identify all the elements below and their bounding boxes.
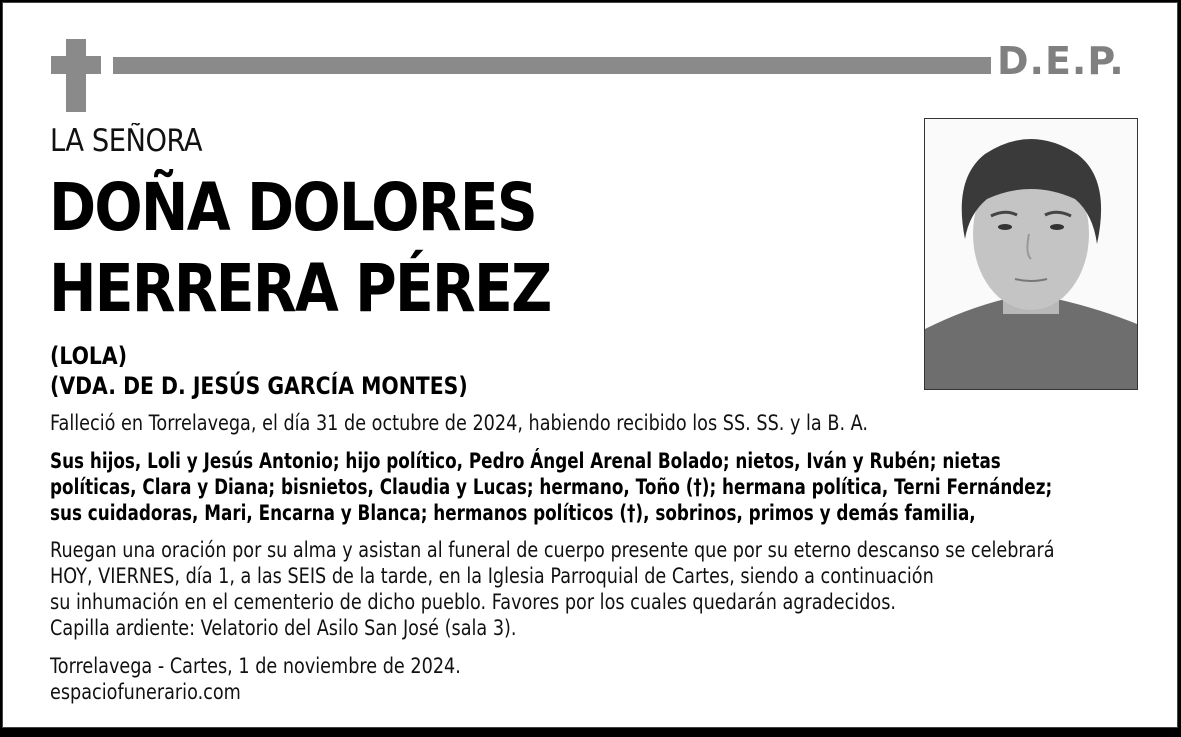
header-rule (113, 57, 991, 74)
cross-icon (66, 39, 86, 112)
portrait-photo (924, 118, 1138, 390)
deceased-name-line2: HERRERA PÉREZ (49, 250, 551, 327)
obituary-card (2, 2, 1178, 728)
bottom-border (0, 729, 1181, 737)
funeral-line: HOY, VIERNES, día 1, a las SEIS de la tarde, en la Iglesia Parroquial de Cartes, siendo a continuación (50, 564, 934, 588)
cross-icon-bar (51, 56, 101, 74)
funeral-line: Ruegan una oración por su alma y asistan al funeral de cuerpo presente que por su eterno descanso se celebrará (50, 538, 1055, 562)
family-line: sus cuidadoras, Mari, Encarna y Blanca; hermanos políticos (†), sobrinos, primos y demás familia, (50, 501, 976, 525)
family-line: Sus hijos, Loli y Jesús Antonio; hijo político, Pedro Ángel Arenal Bolado; nietos, Iván y Rubén; nietas (50, 449, 1001, 473)
family-line: políticas, Clara y Diana; bisnietos, Claudia y Lucas; hermano, Toño (†); hermana política, Terni Fernández; (50, 475, 1053, 499)
website-link[interactable]: espaciofunerario.com (50, 680, 241, 704)
nickname: (LOLA) (50, 342, 128, 370)
funeral-line: su inhumación en el cementerio de dicho pueblo. Favores por los cuales quedarán agradecidos. (50, 590, 896, 614)
portrait-image (925, 119, 1137, 389)
honorific: LA SEÑORA (50, 123, 203, 159)
widow-of: (VDA. DE D. JESÚS GARCÍA MONTES) (50, 372, 468, 400)
place-date: Torrelavega - Cartes, 1 de noviembre de 2024. (50, 654, 461, 678)
death-notice: Falleció en Torrelavega, el día 31 de octubre de 2024, habiendo recibido los SS. SS. y la B. A. (50, 411, 869, 435)
dep-label: D.E.P. (997, 39, 1125, 83)
chapel-info: Capilla ardiente: Velatorio del Asilo San José (sala 3). (50, 616, 517, 640)
deceased-name-line1: DOÑA DOLORES (49, 169, 537, 246)
